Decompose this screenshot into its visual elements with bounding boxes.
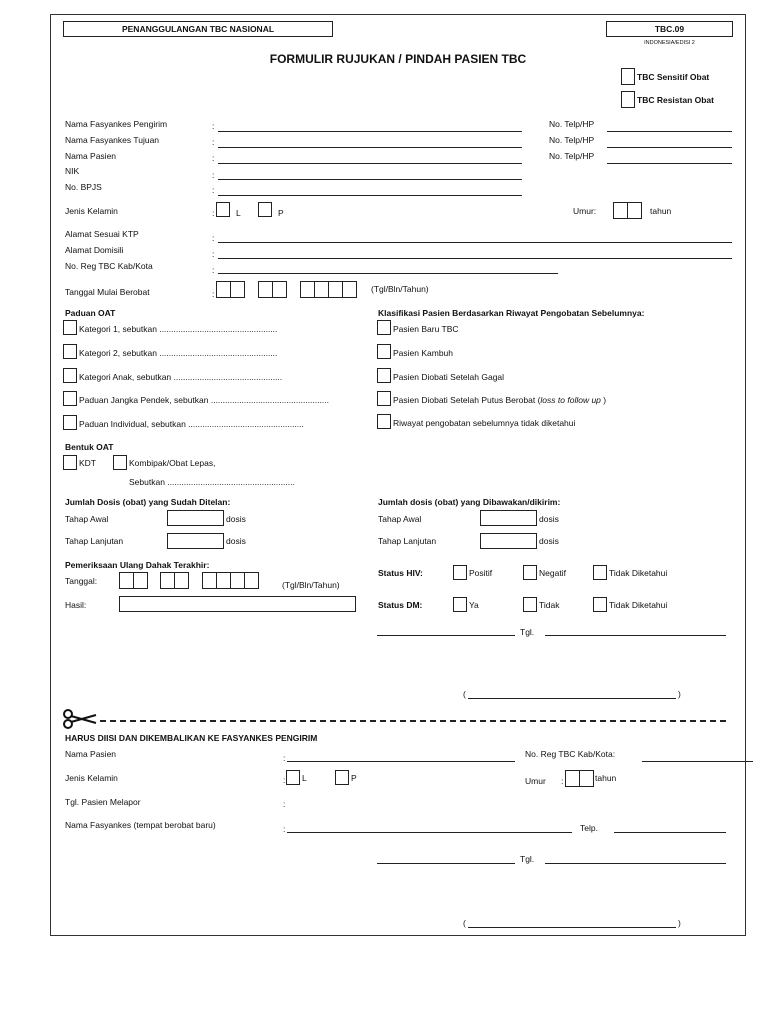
page-title: FORMULIR RUJUKAN / PINDAH PASIEN TBC <box>269 52 527 66</box>
dm-label: Status DM: <box>378 600 423 610</box>
brought-continuation-unit: dosis <box>539 536 559 546</box>
nik-input[interactable] <box>218 179 522 180</box>
colon: : <box>561 776 564 786</box>
return-sign-close-paren: ) <box>678 918 681 928</box>
doses-taken-heading: Jumlah Dosis (obat) yang Sudah Ditelan: <box>65 497 231 507</box>
scissors-icon <box>62 709 98 729</box>
classification-heading: Klasifikasi Pasien Berdasarkan Riwayat Pengobatan Sebelumnya: <box>378 308 645 318</box>
sputum-heading: Pemeriksaan Ulang Dahak Terakhir: <box>65 560 210 570</box>
oat-short-checkbox[interactable] <box>63 391 77 406</box>
new-facility-phone-label: Telp. <box>580 823 598 833</box>
patient-phone-input[interactable] <box>607 163 732 164</box>
colon: : <box>212 289 215 299</box>
form-frame <box>50 14 746 936</box>
colon: : <box>212 233 215 243</box>
hiv-label: Status HIV: <box>378 568 423 578</box>
return-sign-date-label: Tgl. <box>520 854 535 864</box>
kdt-checkbox[interactable] <box>63 455 77 470</box>
ltfu-checkbox[interactable] <box>377 391 391 406</box>
age-unit: tahun <box>650 206 672 216</box>
return-patient-input[interactable] <box>287 761 515 762</box>
ktp-address-label: Alamat Sesuai KTP <box>65 229 139 239</box>
taken-continuation-label: Tahap Lanjutan <box>65 536 124 546</box>
male-label: L <box>236 208 241 218</box>
sputum-year-input[interactable] <box>202 572 259 589</box>
taken-initial-unit: dosis <box>226 514 246 524</box>
hiv-positive-label: Positif <box>469 568 493 578</box>
hiv-positive-checkbox[interactable] <box>453 565 467 580</box>
colon: : <box>212 153 215 163</box>
colon: : <box>212 249 215 259</box>
new-facility-label: Nama Fasyankes (tempat berobat baru) <box>65 820 216 830</box>
hiv-unknown-checkbox[interactable] <box>593 565 607 580</box>
start-date-format: (Tgl/Bln/Tahun) <box>371 284 429 294</box>
taken-continuation-unit: dosis <box>226 536 246 546</box>
male-checkbox[interactable] <box>216 202 230 217</box>
new-facility-input[interactable] <box>287 832 572 833</box>
destination-input[interactable] <box>218 147 522 148</box>
patient-name-label: Nama Pasien <box>65 151 117 161</box>
dm-no-checkbox[interactable] <box>523 597 537 612</box>
sputum-date-format: (Tgl/Bln/Tahun) <box>282 580 340 590</box>
form-oat-heading: Bentuk OAT <box>65 442 114 452</box>
sender-phone-label: No. Telp/HP <box>549 119 595 129</box>
sender-input[interactable] <box>218 131 522 132</box>
org-header: PENANGGULANGAN TBC NASIONAL <box>63 21 333 37</box>
sign-place-input[interactable] <box>377 635 515 636</box>
start-date-label: Tanggal Mulai Berobat <box>65 287 150 297</box>
age-input[interactable] <box>613 202 642 219</box>
domicile-input[interactable] <box>218 258 732 259</box>
oat-cat2-label: Kategori 2, sebutkan .................................................. <box>79 348 278 358</box>
taken-initial-input[interactable] <box>167 510 224 526</box>
unknown-history-checkbox[interactable] <box>377 414 391 429</box>
return-sign-date-input[interactable] <box>545 863 726 864</box>
female-label: P <box>278 208 284 218</box>
dm-unknown-checkbox[interactable] <box>593 597 607 612</box>
reg-no-input[interactable] <box>218 273 558 274</box>
colon: : <box>212 265 215 275</box>
patient-name-input[interactable] <box>218 163 522 164</box>
kombipak-specify: Sebutkan ...................................................... <box>129 477 295 487</box>
new-patient-checkbox[interactable] <box>377 320 391 335</box>
sign-date-label: Tgl. <box>520 627 535 637</box>
sputum-month-input[interactable] <box>160 572 189 589</box>
sign-date-input[interactable] <box>545 635 726 636</box>
oat-child-label: Kategori Anak, sebutkan .............................................. <box>79 372 283 382</box>
oat-short-label: Paduan Jangka Pendek, sebutkan .................................................. <box>79 395 329 405</box>
destination-label: Nama Fasyankes Tujuan <box>65 135 160 145</box>
colon: : <box>212 185 215 195</box>
colon: : <box>212 137 215 147</box>
start-day-input[interactable] <box>216 281 245 298</box>
destination-phone-label: No. Telp/HP <box>549 135 595 145</box>
return-age-label: Umur <box>525 776 546 786</box>
oat-child-checkbox[interactable] <box>63 368 77 383</box>
start-year-input[interactable] <box>300 281 357 298</box>
tbc-resistant-label: TBC Resistan Obat <box>637 95 714 105</box>
dm-unknown-label: Tidak Diketahui <box>609 600 668 610</box>
reg-no-label: No. Reg TBC Kab/Kota <box>65 261 153 271</box>
female-checkbox[interactable] <box>258 202 272 217</box>
return-male-label: L <box>302 773 307 783</box>
colon: : <box>283 753 286 763</box>
hiv-negative-checkbox[interactable] <box>523 565 537 580</box>
return-heading: HARUS DIISI DAN DIKEMBALIKAN KE FASYANKES PENGIRIM <box>65 733 318 743</box>
hiv-unknown-label: Tidak Diketahui <box>609 568 668 578</box>
destination-phone-input[interactable] <box>607 147 732 148</box>
bpjs-label: No. BPJS <box>65 182 102 192</box>
sender-label: Nama Fasyankes Pengirim <box>65 119 168 129</box>
bpjs-input[interactable] <box>218 195 522 196</box>
tbc-resistant-checkbox[interactable] <box>621 91 635 108</box>
unknown-history-label: Riwayat pengobatan sebelumnya tidak diketahui <box>393 418 576 428</box>
colon: : <box>212 208 215 218</box>
oat-cat1-label: Kategori 1, sebutkan .................................................. <box>79 324 278 334</box>
return-reg-label: No. Reg TBC Kab/Kota: <box>525 749 616 759</box>
patient-phone-label: No. Telp/HP <box>549 151 595 161</box>
return-signature-name-input[interactable] <box>468 927 676 928</box>
return-reg-input[interactable] <box>642 761 753 762</box>
report-date-label: Tgl. Pasien Melapor <box>65 797 141 807</box>
return-male-checkbox[interactable] <box>286 770 300 785</box>
age-label: Umur: <box>573 206 597 216</box>
oat-cat2-checkbox[interactable] <box>63 344 77 359</box>
brought-initial-label: Tahap Awal <box>378 514 422 524</box>
nik-label: NIK <box>65 166 80 176</box>
colon: : <box>283 775 286 785</box>
kombipak-checkbox[interactable] <box>113 455 127 470</box>
taken-continuation-input[interactable] <box>167 533 224 549</box>
sign-open-paren: ( <box>463 689 466 699</box>
form-code: TBC.09 <box>606 21 733 37</box>
ltfu-prefix: Pasien Diobati Setelah Putus Berobat ( <box>393 395 541 405</box>
colon: : <box>283 799 286 809</box>
sign-close-paren: ) <box>678 689 681 699</box>
oat-cat1-checkbox[interactable] <box>63 320 77 335</box>
return-female-checkbox[interactable] <box>335 770 349 785</box>
sputum-day-input[interactable] <box>119 572 148 589</box>
colon: : <box>212 170 215 180</box>
signature-name-input[interactable] <box>468 698 676 699</box>
brought-initial-input[interactable] <box>480 510 537 526</box>
brought-initial-unit: dosis <box>539 514 559 524</box>
after-failure-checkbox[interactable] <box>377 368 391 383</box>
ltfu-label <box>393 395 606 405</box>
sputum-date-label: Tanggal: <box>65 576 98 586</box>
tbc-sensitive-checkbox[interactable] <box>621 68 635 85</box>
return-sign-open-paren: ( <box>463 918 466 928</box>
tbc-sensitive-label: TBC Sensitif Obat <box>637 72 710 82</box>
dm-no-label: Tidak <box>539 600 560 610</box>
doses-brought-heading: Jumlah dosis (obat) yang Dibawakan/dikirim: <box>378 497 561 507</box>
brought-continuation-input[interactable] <box>480 533 537 549</box>
return-female-label: P <box>351 773 357 783</box>
kdt-label: KDT <box>79 458 96 468</box>
ktp-address-input[interactable] <box>218 242 732 243</box>
gender-label: Jenis Kelamin <box>65 206 118 216</box>
sputum-result-label: Hasil: <box>65 600 87 610</box>
oat-heading: Paduan OAT <box>65 308 116 318</box>
ltfu-italic: loss to follow up <box>540 395 601 405</box>
domicile-label: Alamat Domisili <box>65 245 124 255</box>
relapse-label: Pasien Kambuh <box>393 348 454 358</box>
new-patient-label: Pasien Baru TBC <box>393 324 459 334</box>
colon: : <box>212 121 215 131</box>
kombipak-label: Kombipak/Obat Lepas, <box>129 458 216 468</box>
return-gender-label: Jenis Kelamin <box>65 773 118 783</box>
taken-initial-label: Tahap Awal <box>65 514 109 524</box>
oat-individual-label: Paduan Individual, sebutkan ................................................. <box>79 419 304 429</box>
after-failure-label: Pasien Diobati Setelah Gagal <box>393 372 505 382</box>
cut-line <box>100 720 726 722</box>
ltfu-suffix: ) <box>600 395 607 405</box>
edition-label: INDONESIA/EDISI 2 <box>644 40 695 46</box>
brought-continuation-label: Tahap Lanjutan <box>378 536 437 546</box>
dm-yes-label: Ya <box>469 600 479 610</box>
new-facility-phone-input[interactable] <box>614 832 726 833</box>
relapse-checkbox[interactable] <box>377 344 391 359</box>
return-patient-label: Nama Pasien <box>65 749 117 759</box>
return-age-unit: tahun <box>595 773 617 783</box>
hiv-negative-label: Negatif <box>539 568 566 578</box>
dm-yes-checkbox[interactable] <box>453 597 467 612</box>
sender-phone-input[interactable] <box>607 131 732 132</box>
oat-individual-checkbox[interactable] <box>63 415 77 430</box>
colon: : <box>283 824 286 834</box>
sputum-result-input[interactable] <box>119 596 356 612</box>
start-month-input[interactable] <box>258 281 287 298</box>
return-age-input[interactable] <box>565 770 594 787</box>
return-sign-place-input[interactable] <box>377 863 515 864</box>
